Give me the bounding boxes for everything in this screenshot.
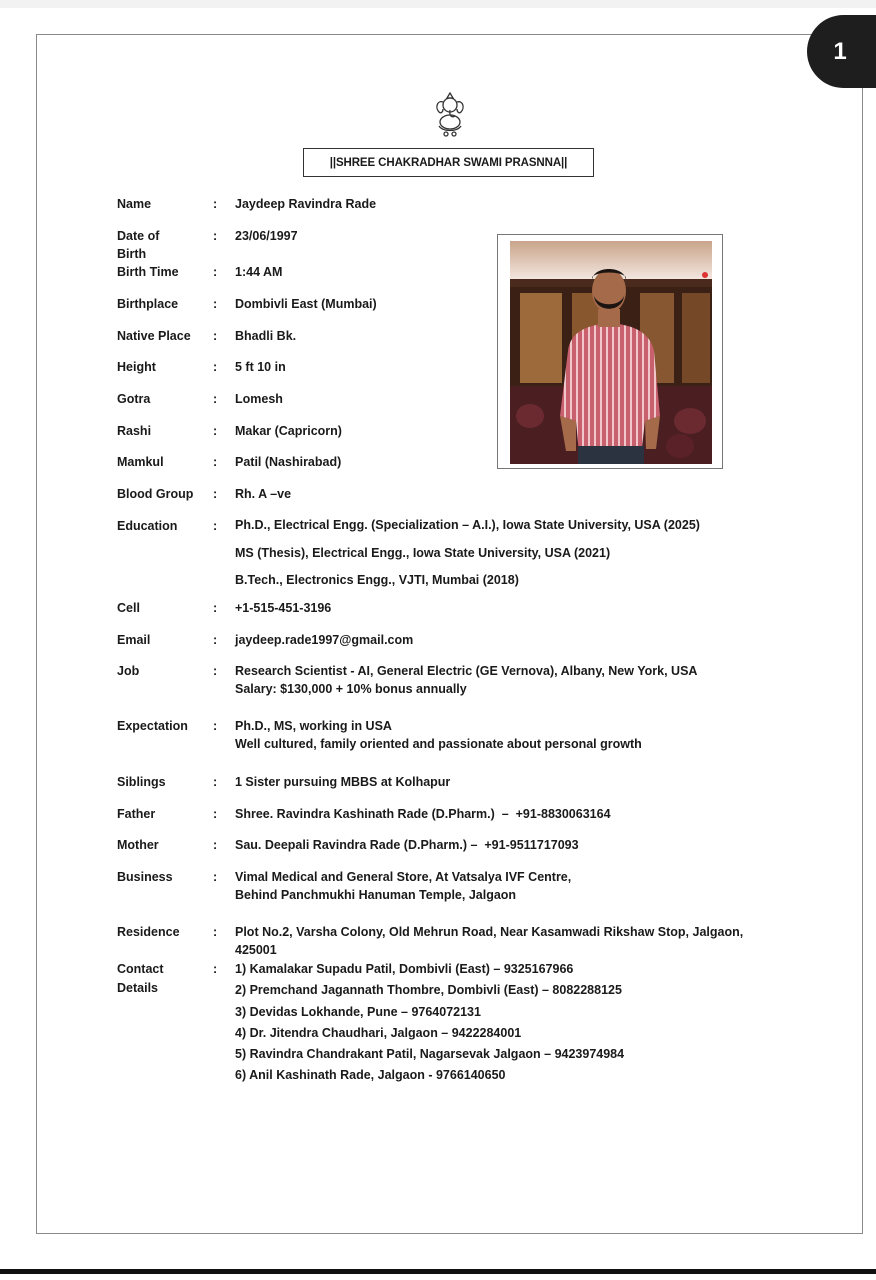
education-line: B.Tech., Electronics Engg., VJTI, Mumbai (2018) xyxy=(235,573,519,587)
field-label: Gotra xyxy=(117,392,151,406)
viewer-bottom-bar xyxy=(0,1269,876,1274)
field-value: Research Scientist - AI, General Electric (GE Vernova), Albany, New York, USA Salary: $130,000 + 10% bonus annually xyxy=(235,664,698,696)
field-label: Blood Group xyxy=(117,487,194,501)
field-colon: : xyxy=(213,487,218,501)
field-label: Height xyxy=(117,360,156,374)
field-value: Plot No.2, Varsha Colony, Old Mehrun Road, Near Kasamwadi Rikshaw Stop, Jalgaon, 425001 xyxy=(235,925,744,957)
field-colon: : xyxy=(213,229,218,243)
field-colon: : xyxy=(213,664,218,678)
field-value: Rh. A –ve xyxy=(235,487,292,501)
field-value: Jaydeep Ravindra Rade xyxy=(235,197,377,211)
field-colon: : xyxy=(213,424,218,438)
field-colon: : xyxy=(213,870,218,884)
field-value: Ph.D., MS, working in USA Well cultured, family oriented and passionate about personal growth xyxy=(235,719,642,751)
field-label: Birth Time xyxy=(117,265,179,279)
field-value: 1 Sister pursuing MBBS at Kolhapur xyxy=(235,775,451,789)
field-value: jaydeep.rade1997@gmail.com xyxy=(235,633,414,647)
field-label: Name xyxy=(117,197,152,211)
contact-item: 5) Ravindra Chandrakant Patil, Nagarsevak Jalgaon – 9423974984 xyxy=(235,1047,625,1062)
field-colon: : xyxy=(213,197,218,211)
field-label: Date of Birth xyxy=(117,229,160,261)
page-number-badge xyxy=(807,15,876,88)
field-value: +1-515-451-3196 xyxy=(235,601,332,615)
field-label: Father xyxy=(117,807,156,821)
contact-item: 1) Kamalakar Supadu Patil, Dombivli (East) – 9325167966 xyxy=(235,962,574,976)
field-colon: : xyxy=(213,265,218,279)
field-label: Native Place xyxy=(117,329,191,343)
field-label: Business xyxy=(117,870,173,884)
field-colon: : xyxy=(213,838,218,852)
field-colon: : xyxy=(213,601,218,615)
ganesha-icon xyxy=(431,90,469,138)
field-value: Patil (Nashirabad) xyxy=(235,455,342,469)
field-label: Mother xyxy=(117,838,159,852)
field-colon: : xyxy=(213,297,218,311)
field-value xyxy=(235,959,624,1087)
contact-item: 4) Dr. Jitendra Chaudhari, Jalgaon – 9422284001 xyxy=(235,1025,522,1040)
field-label: Contact Details xyxy=(117,962,164,995)
field-colon: : xyxy=(213,962,218,976)
field-colon: : xyxy=(213,392,218,406)
field-value: 1:44 AM xyxy=(235,265,283,279)
field-colon: : xyxy=(213,925,218,939)
field-value: Shree. Ravindra Kashinath Rade (D.Pharm.) – +91-8830063164 xyxy=(235,807,611,821)
field-label: Email xyxy=(117,633,151,647)
field-colon: : xyxy=(213,329,218,343)
page-number: 1 xyxy=(833,37,847,65)
field-label: Rashi xyxy=(117,424,152,438)
field-label: Siblings xyxy=(117,775,166,789)
profile-photo-image xyxy=(510,241,712,464)
invocation-title xyxy=(303,148,594,177)
field-colon: : xyxy=(213,519,218,533)
field-label: Birthplace xyxy=(117,297,179,311)
field-value: 23/06/1997 xyxy=(235,229,298,243)
field-value: Vimal Medical and General Store, At Vatsalya IVF Centre, Behind Panchmukhi Hanuman Temple, Jalgaon xyxy=(235,870,572,902)
field-colon: : xyxy=(213,719,218,733)
field-value xyxy=(235,512,700,595)
profile-photo-frame xyxy=(497,234,723,469)
field-colon: : xyxy=(213,807,218,821)
education-line: Ph.D., Electrical Engg. (Specialization – A.I.), Iowa State University, USA (2025) xyxy=(235,518,700,532)
field-colon: : xyxy=(213,633,218,647)
contact-item: 3) Devidas Lokhande, Pune – 9764072131 xyxy=(235,1004,481,1019)
field-value: Dombivli East (Mumbai) xyxy=(235,297,377,311)
field-label: Education xyxy=(117,519,178,533)
field-colon: : xyxy=(213,360,218,374)
field-colon: : xyxy=(213,775,218,789)
field-label: Cell xyxy=(117,601,140,615)
field-value: Bhadli Bk. xyxy=(235,329,297,343)
field-label: Expectation xyxy=(117,719,188,733)
contact-item: 6) Anil Kashinath Rade, Jalgaon - 9766140650 xyxy=(235,1068,506,1083)
contact-item: 2) Premchand Jagannath Thombre, Dombivli (East) – 8082288125 xyxy=(235,983,622,998)
field-label: Job xyxy=(117,664,140,678)
education-line: MS (Thesis), Electrical Engg., Iowa State University, USA (2021) xyxy=(235,545,611,560)
field-label: Mamkul xyxy=(117,455,164,469)
field-colon: : xyxy=(213,455,218,469)
field-value: 5 ft 10 in xyxy=(235,360,286,374)
field-value: Lomesh xyxy=(235,392,283,406)
field-value: Makar (Capricorn) xyxy=(235,424,342,438)
invocation-title-text: ||SHREE CHAKRADHAR SWAMI PRASNNA|| xyxy=(329,156,568,169)
field-value: Sau. Deepali Ravindra Rade (D.Pharm.) – +91-9511717093 xyxy=(235,838,579,852)
field-label: Residence xyxy=(117,925,180,939)
profile-photo xyxy=(510,241,712,464)
viewer-top-bar xyxy=(0,0,876,8)
